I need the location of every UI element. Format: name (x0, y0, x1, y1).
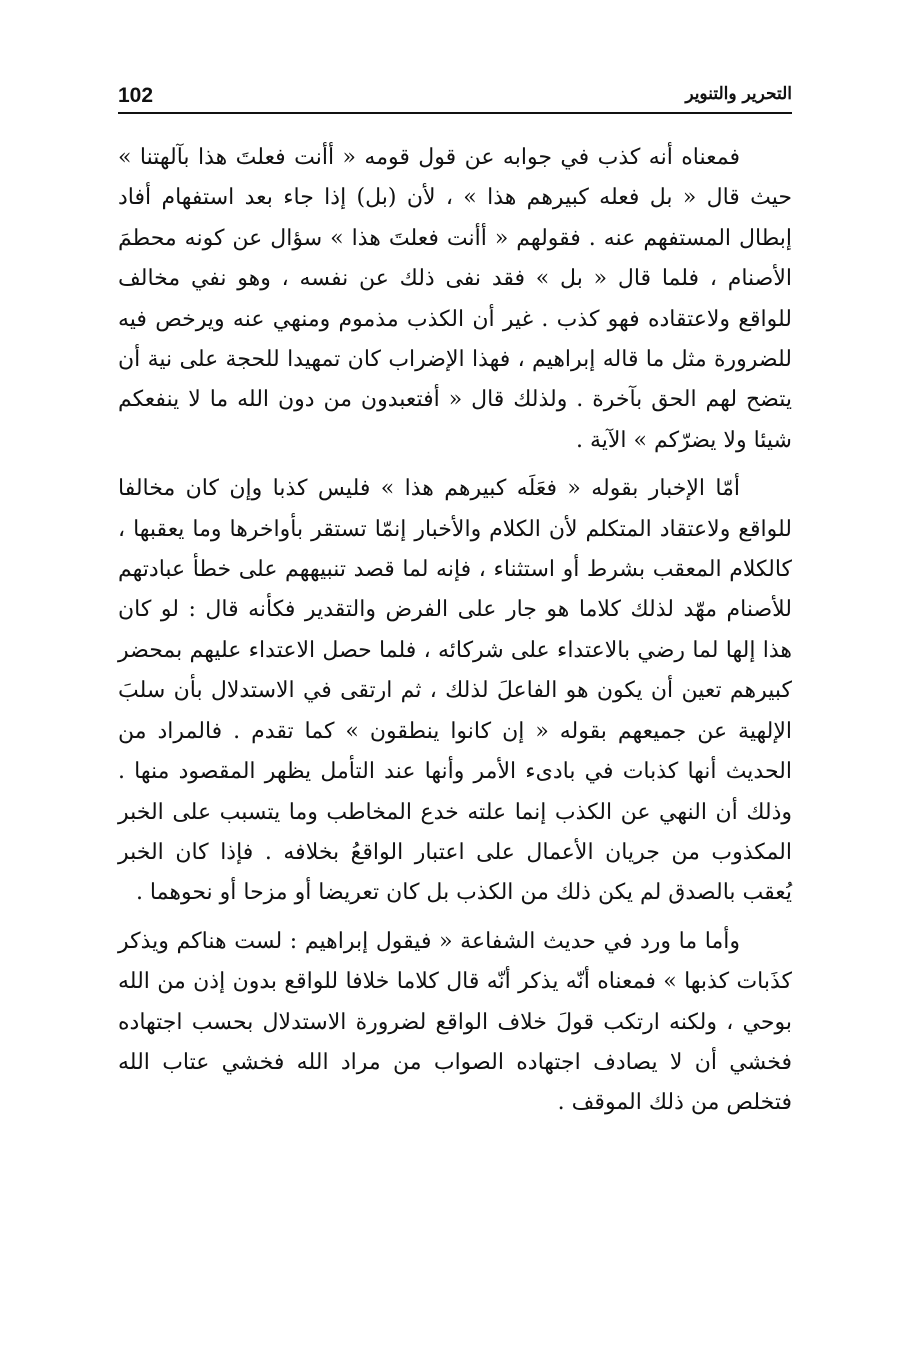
page-header (118, 84, 792, 110)
body-text (118, 138, 792, 1124)
header-rule (118, 112, 792, 114)
running-title: التحرير والتنوير (685, 84, 792, 104)
paragraph-1: فمعناه أنه كذب في جوابه عن قول قومه « أأنت فعلتَ هذا بآلهتنا » حيث قال « بل فعله كبيرهم هذا » ، لأن (بل) إذا جاء بعد استفهام أفاد إبطال المستفهم عنه . فقولهم « أأنت فعلتَ هذا » سؤال عن كونه محطمَ الأصنام ، فلما قال « بل » فقد نفى ذلك عن نفسه ، وهو نفي مخالف للواقع ولاعتقاده فهو كذب . غير أن الكذب مذموم ومنهي عنه ويرخص فيه للضرورة مثل ما قاله إبراهيم ، فهذا الإضراب كان تمهيدا للحجة على نية أن يتضح لهم الحق بآخرة . ولذلك قال « أفتعبدون من دون الله ما لا ينفعكم شيئا ولا يضرّكم » الآية . (118, 145, 792, 453)
page-number: 102 (118, 84, 154, 107)
paragraph-3: وأما ما ورد في حديث الشفاعة « فيقول إبراهيم : لست هناكم ويذكر كذَبات كذبها » فمعناه أنّه يذكر أنّه قال كلاما خلافا للواقع بدون إذن من الله بوحي ، ولكنه ارتكب قولَ خلاف الواقع لضرورة الاستدلال بحسب اجتهاده فخشي أن لا يصادف اجتهاده الصواب من مراد الله فخشي عتاب الله فتخلص من ذلك الموقف . (118, 928, 792, 1116)
paragraph-2: أمّا الإخبار بقوله « فعَلَه كبيرهم هذا » فليس كذبا وإن كان مخالفا للواقع ولاعتقاد المتكلم لأن الكلام والأخبار إنمّا تستقر بأواخرها وما يعقبها ، كالكلام المعقب بشرط أو استثناء ، فإنه لما قصد تنبيههم على خطأ عبادتهم للأصنام مهّد لذلك كلاما هو جار على الفرض والتقدير فكأنه قال : لو كان هذا إلها لما رضي بالاعتداء على شركائه ، فلما حصل الاعتداء عليهم بمحضر كبيرهم تعين أن يكون هو الفاعلَ لذلك ، ثم ارتقى في الاستدلال بأن سلبَ الإلهية عن جميعهم بقوله « إن كانوا ينطقون » كما تقدم . فالمراد من الحديث أنها كذبات في بادىء الأمر وأنها عند التأمل يظهر المقصود منها . وذلك أن النهي عن الكذب إنما علته خدع المخاطب وما يتسبب على الخبر المكذوب من جريان الأعمال على اعتبار الواقعُ بخلافه . فإذا كان الخبر يُعقب بالصدق لم يكن ذلك من الكذب بل كان تعريضا أو مزحا أو نحوهما . (118, 476, 792, 906)
